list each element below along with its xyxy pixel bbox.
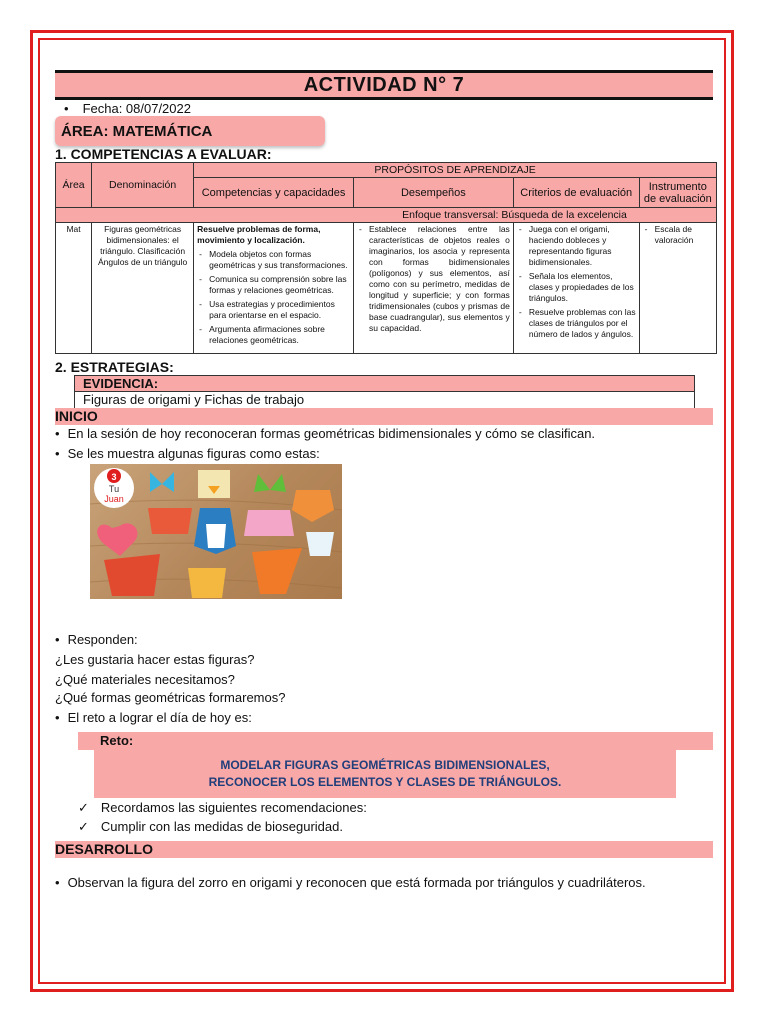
evidence-label: EVIDENCIA: <box>74 375 695 392</box>
section1-heading: 1. COMPETENCIAS A EVALUAR: <box>55 146 272 162</box>
logo-number: 3 <box>111 472 117 482</box>
competencies-table <box>55 162 717 354</box>
inicio-bullet-2: • Se les muestra algunas figuras como estas: <box>55 446 320 461</box>
question-1: ¿Les gustaria hacer estas figuras? <box>55 652 255 667</box>
col-desempenos: Desempeños <box>353 178 513 208</box>
list-item: - Usa estrategias y procedimientos para orientarse en el espacio. <box>197 299 350 321</box>
activity-title: ACTIVIDAD N° 7 <box>55 70 713 100</box>
cell-criterios <box>513 223 639 354</box>
col-competencias: Competencias y capacidades <box>194 178 354 208</box>
cell-desempenos <box>353 223 513 354</box>
reto-intro: • El reto a lograr el día de hoy es: <box>55 710 252 725</box>
list-item: - Comunica su comprensión sobre las formas y relaciones geométricas. <box>197 274 350 296</box>
reto-line-2: RECONOCER LOS ELEMENTOS Y CLASES DE TRIÁNGULOS. <box>208 775 562 789</box>
evidence-box <box>74 375 695 409</box>
origami-photo <box>90 464 342 599</box>
check-item-2: ✓ Cumplir con las medidas de bioseguridad. <box>78 819 343 835</box>
table-row <box>56 223 717 354</box>
date-text: Fecha: 08/07/2022 <box>82 101 191 116</box>
origami-figures-illustration <box>90 464 342 599</box>
cell-area: Mat <box>56 223 92 354</box>
enfoque-transversal: Enfoque transversal: Búsqueda de la excelencia <box>56 208 717 223</box>
list-item: - Señala los elementos, clases y propiedades de los triángulos. <box>517 271 636 304</box>
question-2: ¿Qué materiales necesitamos? <box>55 672 235 687</box>
criterios-list <box>517 224 636 340</box>
logo-text-2: Juan <box>104 494 124 504</box>
instrumento-list <box>643 224 713 246</box>
desempenos-list <box>357 224 510 334</box>
inicio-bullet-1: • En la sesión de hoy reconoceran formas geométricas bidimensionales y cómo se clasifican. <box>55 426 595 441</box>
reto-box <box>94 750 676 798</box>
evidence-text: Figuras de origami y Fichas de trabajo <box>74 392 695 409</box>
col-denominacion: Denominación <box>92 163 194 208</box>
reto-band: Reto: <box>78 732 713 750</box>
competencia-title: Resuelve problemas de forma, movimiento y localización. <box>197 224 321 246</box>
date-line <box>64 101 191 116</box>
cell-denominacion: Figuras geométricas bidimensionales: el triángulo. Clasificación Ángulos de un triángulo <box>92 223 194 354</box>
col-instrumento: Instrumento de evaluación <box>639 178 716 208</box>
reto-line-1: MODELAR FIGURAS GEOMÉTRICAS BIDIMENSIONALES, <box>220 758 550 772</box>
area-label: ÁREA: MATEMÁTICA <box>55 116 325 146</box>
question-3: ¿Qué formas geométricas formaremos? <box>55 690 286 705</box>
desarrollo-bullet-1: • Observan la figura del zorro en origami y reconocen que está formada por triángulos y cuadriláteros. <box>55 875 646 890</box>
group-header: PROPÓSITOS DE APRENDIZAJE <box>194 163 717 178</box>
cell-instrumento <box>639 223 716 354</box>
capacidades-list <box>197 249 350 346</box>
list-item: - Establece relaciones entre las características de objetos reales o imaginarios, los asocia y representa con formas bidimensionales (polígonos) y sus elementos, así como con su perímetro, medidas de longitud y superficie; y con formas tridimensionales (cubos y prismas de base cuadrangular), sus elementos y su capacidad. <box>357 224 510 334</box>
list-item: - Resuelve problemas con las clases de triángulos por el número de lados y ángulos. <box>517 307 636 340</box>
list-item: - Escala de valoración <box>643 224 713 246</box>
list-item: - Argumenta afirmaciones sobre relaciones geométricas. <box>197 324 350 346</box>
list-item: - Juega con el origami, haciendo dobleces y representando figuras bidimensionales. <box>517 224 636 268</box>
responden-line: • Responden: <box>55 632 138 647</box>
list-item: - Modela objetos con formas geométricas y sus transformaciones. <box>197 249 350 271</box>
check-item-1: ✓ Recordamos las siguientes recomendaciones: <box>78 800 367 816</box>
inicio-band: INICIO <box>55 408 713 425</box>
cell-competencias <box>194 223 354 354</box>
col-area: Área <box>56 163 92 208</box>
desarrollo-band: DESARROLLO <box>55 841 713 858</box>
col-criterios: Criterios de evaluación <box>513 178 639 208</box>
section2-heading: 2. ESTRATEGIAS: <box>55 359 174 375</box>
logo-text-1: Tu <box>108 484 120 494</box>
